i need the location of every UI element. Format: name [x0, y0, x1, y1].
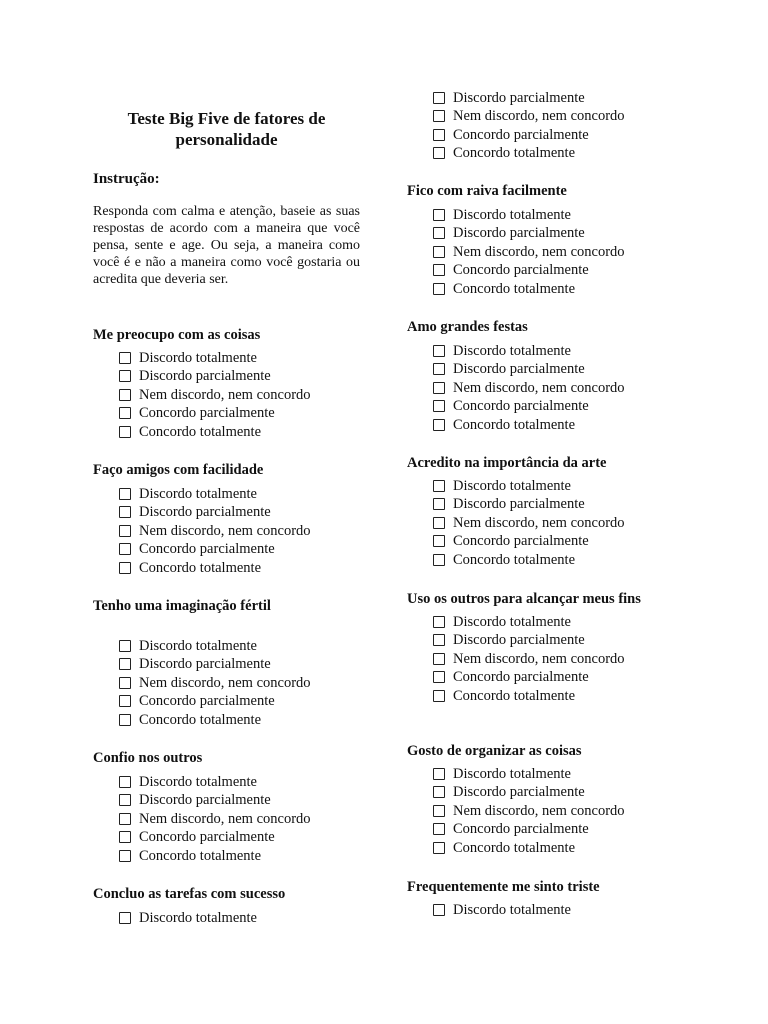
checkbox-icon[interactable]	[119, 794, 131, 806]
checkbox-icon[interactable]	[119, 813, 131, 825]
answer-option[interactable]	[433, 802, 625, 820]
answer-option[interactable]	[119, 655, 271, 673]
answer-option-label: Concordo parcialmente	[453, 126, 589, 143]
answer-option-label: Discordo totalmente	[139, 774, 257, 790]
checkbox-icon[interactable]	[433, 786, 445, 798]
answer-option[interactable]	[119, 349, 257, 367]
answer-option[interactable]	[433, 765, 571, 783]
checkbox-icon[interactable]	[119, 525, 131, 537]
checkbox-icon[interactable]	[433, 246, 445, 258]
answer-option[interactable]	[433, 224, 585, 242]
answer-option-label: Discordo totalmente	[139, 910, 257, 926]
checkbox-icon[interactable]	[433, 363, 445, 375]
instruction-text: Responda com calma e atenção, baseie as suas respostas de acordo com a maneira que você pensa, sente e age. Ou seja, a maneira como você é e não a maneira como você gostaria ou acredita que deveria ser.	[93, 204, 360, 287]
checkbox-icon[interactable]	[433, 517, 445, 529]
answer-option-label: Nem discordo, nem concordo	[453, 514, 625, 531]
answer-option[interactable]	[433, 107, 625, 125]
checkbox-icon[interactable]	[119, 776, 131, 788]
question-title: Concluo as tarefas com sucesso	[93, 886, 286, 902]
answer-option-label: Discordo parcialmente	[139, 792, 271, 809]
answer-option-label: Concordo totalmente	[453, 687, 576, 704]
answer-option-label: Nem discordo, nem concordo	[453, 243, 625, 260]
checkbox-icon[interactable]	[433, 768, 445, 780]
answer-option-label: Concordo parcialmente	[139, 693, 275, 710]
answer-option-label: Discordo totalmente	[453, 614, 571, 630]
answer-option-label: Concordo parcialmente	[139, 829, 275, 846]
answer-option-label: Discordo parcialmente	[453, 361, 585, 378]
answer-option-label: Concordo parcialmente	[453, 533, 589, 550]
checkbox-icon[interactable]	[433, 419, 445, 431]
answer-option-label: Nem discordo, nem concordo	[453, 108, 625, 125]
question-title: Amo grandes festas	[407, 319, 528, 335]
question-title: Frequentemente me sinto triste	[407, 879, 600, 895]
answer-option-label: Concordo parcialmente	[453, 262, 589, 279]
answer-option[interactable]	[433, 495, 585, 513]
answer-option[interactable]	[119, 828, 275, 846]
question-title: Tenho uma imaginação fértil	[93, 598, 271, 614]
answer-option-label: Nem discordo, nem concordo	[139, 674, 311, 691]
answer-option-label: Discordo parcialmente	[139, 504, 271, 521]
answer-option[interactable]	[433, 416, 575, 434]
answer-option[interactable]	[433, 261, 589, 279]
checkbox-icon[interactable]	[433, 264, 445, 276]
answer-option[interactable]	[433, 820, 589, 838]
checkbox-icon[interactable]	[119, 488, 131, 500]
checkbox-icon[interactable]	[433, 904, 445, 916]
checkbox-icon[interactable]	[433, 535, 445, 547]
answer-option[interactable]	[119, 791, 271, 809]
checkbox-icon[interactable]	[119, 407, 131, 419]
answer-option[interactable]	[119, 773, 257, 791]
checkbox-icon[interactable]	[433, 400, 445, 412]
checkbox-icon[interactable]	[433, 823, 445, 835]
question-title: Me preocupo com as coisas	[93, 327, 261, 343]
checkbox-icon[interactable]	[119, 912, 131, 924]
answer-option[interactable]	[119, 559, 261, 577]
answer-option[interactable]	[433, 687, 575, 705]
checkbox-icon[interactable]	[433, 805, 445, 817]
answer-option[interactable]	[433, 397, 589, 415]
checkbox-icon[interactable]	[433, 92, 445, 104]
checkbox-icon[interactable]	[433, 209, 445, 221]
answer-option-label: Discordo totalmente	[453, 207, 571, 223]
answer-option-label: Discordo parcialmente	[453, 632, 585, 649]
answer-option-label: Discordo totalmente	[453, 766, 571, 782]
answer-option-label: Concordo totalmente	[453, 839, 576, 856]
answer-option[interactable]	[433, 243, 625, 261]
answer-option-label: Concordo totalmente	[139, 847, 262, 864]
checkbox-icon[interactable]	[433, 227, 445, 239]
answer-option[interactable]	[119, 637, 257, 655]
answer-option-label: Concordo totalmente	[453, 145, 576, 162]
answer-option-label: Concordo parcialmente	[453, 821, 589, 838]
answer-option[interactable]	[433, 783, 585, 801]
answer-option[interactable]	[119, 674, 311, 692]
checkbox-icon[interactable]	[433, 842, 445, 854]
answer-option[interactable]	[433, 379, 625, 397]
answer-option[interactable]	[433, 89, 585, 107]
answer-option-label: Concordo totalmente	[453, 280, 576, 297]
answer-option-label: Discordo parcialmente	[139, 656, 271, 673]
question-title: Gosto de organizar as coisas	[407, 743, 582, 759]
answer-option-label: Nem discordo, nem concordo	[453, 650, 625, 667]
answer-option-label: Concordo parcialmente	[139, 405, 275, 422]
checkbox-icon[interactable]	[119, 370, 131, 382]
document-title: Teste Big Five de fatores de personalidade	[127, 109, 326, 149]
answer-option[interactable]	[433, 342, 571, 360]
instruction-label: Instrução:	[93, 171, 160, 187]
answer-option-label: Discordo totalmente	[453, 478, 571, 494]
checkbox-icon[interactable]	[119, 677, 131, 689]
question-title: Confio nos outros	[93, 750, 203, 766]
answer-option[interactable]	[433, 514, 625, 532]
answer-option[interactable]	[119, 367, 271, 385]
answer-option[interactable]	[433, 631, 585, 649]
checkbox-icon[interactable]	[433, 498, 445, 510]
answer-option-label: Nem discordo, nem concordo	[139, 522, 311, 539]
answer-option-label: Discordo parcialmente	[453, 496, 585, 513]
question-title: Acredito na importância da arte	[407, 455, 607, 471]
answer-option[interactable]	[433, 126, 589, 144]
checkbox-icon[interactable]	[433, 382, 445, 394]
answer-option[interactable]	[119, 423, 261, 441]
answer-option[interactable]	[433, 144, 575, 162]
answer-option-label: Discordo parcialmente	[453, 225, 585, 242]
answer-option-label: Concordo totalmente	[139, 423, 262, 440]
checkbox-icon[interactable]	[433, 283, 445, 295]
answer-option[interactable]	[119, 692, 275, 710]
answer-option[interactable]	[119, 847, 261, 865]
answer-option[interactable]	[433, 668, 589, 686]
question-title: Faço amigos com facilidade	[93, 462, 264, 478]
answer-option-label: Discordo totalmente	[453, 902, 571, 918]
answer-option[interactable]	[119, 503, 271, 521]
answer-option[interactable]	[433, 280, 575, 298]
answer-option-label: Discordo totalmente	[453, 343, 571, 359]
checkbox-icon[interactable]	[433, 690, 445, 702]
answer-option-label: Concordo parcialmente	[453, 398, 589, 415]
checkbox-icon[interactable]	[119, 640, 131, 652]
checkbox-icon[interactable]	[119, 714, 131, 726]
checkbox-icon[interactable]	[433, 345, 445, 357]
answer-option[interactable]	[119, 485, 257, 503]
answer-option[interactable]	[433, 650, 625, 668]
answer-option-label: Discordo parcialmente	[139, 368, 271, 385]
answer-option-label: Concordo totalmente	[139, 711, 262, 728]
answer-option[interactable]	[119, 810, 311, 828]
answer-option[interactable]	[433, 532, 589, 550]
checkbox-icon[interactable]	[119, 831, 131, 843]
answer-option[interactable]	[119, 386, 311, 404]
checkbox-icon[interactable]	[119, 543, 131, 555]
answer-option-label: Discordo parcialmente	[453, 90, 585, 106]
answer-option-label: Concordo parcialmente	[139, 541, 275, 558]
answer-option[interactable]	[433, 477, 571, 495]
answer-option[interactable]	[433, 613, 571, 631]
question-title: Fico com raiva facilmente	[407, 183, 567, 199]
answer-option[interactable]	[433, 551, 575, 569]
answer-option-label: Concordo totalmente	[139, 559, 262, 576]
checkbox-icon[interactable]	[433, 634, 445, 646]
answer-option-label: Nem discordo, nem concordo	[453, 379, 625, 396]
answer-option[interactable]	[119, 522, 311, 540]
checkbox-icon[interactable]	[119, 658, 131, 670]
answer-option[interactable]	[119, 909, 257, 927]
checkbox-icon[interactable]	[119, 426, 131, 438]
answer-option-label: Discordo totalmente	[139, 486, 257, 502]
checkbox-icon[interactable]	[119, 506, 131, 518]
checkbox-icon[interactable]	[433, 671, 445, 683]
checkbox-icon[interactable]	[433, 110, 445, 122]
answer-option[interactable]	[433, 360, 585, 378]
checkbox-icon[interactable]	[119, 562, 131, 574]
answer-option-label: Concordo totalmente	[453, 551, 576, 568]
answer-option[interactable]	[433, 839, 575, 857]
answer-option-label: Nem discordo, nem concordo	[139, 810, 311, 827]
answer-option[interactable]	[433, 901, 571, 919]
answer-option-label: Concordo parcialmente	[453, 669, 589, 686]
checkbox-icon[interactable]	[119, 850, 131, 862]
checkbox-icon[interactable]	[433, 616, 445, 628]
answer-option[interactable]	[119, 711, 261, 729]
checkbox-icon[interactable]	[433, 554, 445, 566]
checkbox-icon[interactable]	[433, 129, 445, 141]
checkbox-icon[interactable]	[433, 653, 445, 665]
answer-option[interactable]	[119, 404, 275, 422]
checkbox-icon[interactable]	[119, 389, 131, 401]
answer-option-label: Nem discordo, nem concordo	[139, 386, 311, 403]
answer-option-label: Discordo totalmente	[139, 638, 257, 654]
answer-option-label: Concordo totalmente	[453, 416, 576, 433]
checkbox-icon[interactable]	[433, 147, 445, 159]
answer-option-label: Discordo parcialmente	[453, 784, 585, 801]
checkbox-icon[interactable]	[119, 695, 131, 707]
answer-option-label: Nem discordo, nem concordo	[453, 802, 625, 819]
answer-option-label: Discordo totalmente	[139, 350, 257, 366]
question-title: Uso os outros para alcançar meus fins	[407, 591, 641, 607]
checkbox-icon[interactable]	[119, 352, 131, 364]
answer-option[interactable]	[119, 540, 275, 558]
answer-option[interactable]	[433, 206, 571, 224]
checkbox-icon[interactable]	[433, 480, 445, 492]
